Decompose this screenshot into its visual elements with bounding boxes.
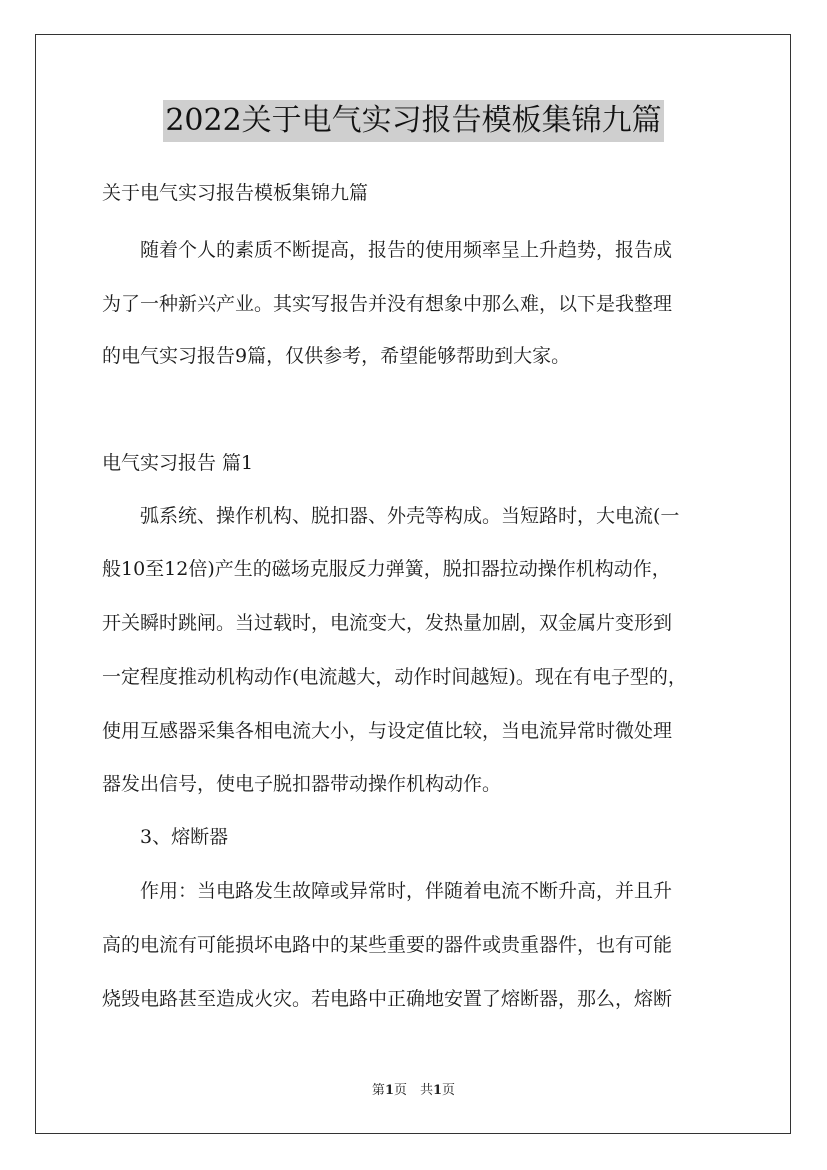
- paragraph-line: 的电气实习报告9篇，仅供参考，希望能够帮助到大家。: [102, 345, 571, 367]
- paragraph-line: 器发出信号，使电子脱扣器带动操作机构动作。: [102, 773, 502, 795]
- paragraph-line: 烧毁电路甚至造成火灾。若电路中正确地安置了熔断器，那么，熔断: [102, 988, 673, 1010]
- page-footer: [0, 1082, 827, 1100]
- footer-mid: 页 共: [393, 1083, 433, 1098]
- section-heading: 电气实习报告 篇1: [102, 452, 254, 474]
- footer-suffix: 页: [442, 1083, 456, 1098]
- paragraph-line: 弧系统、操作机构、脱扣器、外壳等构成。当短路时，大电流(一: [102, 505, 680, 527]
- paragraph-line: 开关瞬时跳闸。当过载时，电流变大，发热量加剧，双金属片变形到: [102, 612, 673, 634]
- paragraph-line: 作用：当电路发生故障或异常时，伴随着电流不断升高，并且升: [102, 880, 673, 902]
- paragraph-line: 一定程度推动机构动作(电流越大，动作时间越短)。现在有电子型的，: [102, 666, 687, 688]
- paragraph-line: 般10至12倍)产生的磁场克服反力弹簧，脱扣器拉动操作机构动作，: [102, 558, 671, 580]
- document-title: 2022关于电气实习报告模板集锦九篇: [163, 100, 663, 142]
- footer-total-pages: 1: [433, 1083, 443, 1098]
- footer-prefix: 第: [371, 1083, 385, 1098]
- paragraph-line: 为了一种新兴产业。其实写报告并没有想象中那么难，以下是我整理: [102, 293, 673, 315]
- title-container: [0, 100, 827, 142]
- footer-page-number: 1: [384, 1083, 394, 1098]
- paragraph-line: 高的电流有可能损坏电路中的某些重要的器件或贵重器件，也有可能: [102, 934, 673, 956]
- paragraph-line: 使用互感器采集各相电流大小，与设定值比较，当电流异常时微处理: [102, 720, 673, 742]
- paragraph-line: 随着个人的素质不断提高，报告的使用频率呈上升趋势，报告成: [102, 239, 673, 261]
- subtitle-line: 关于电气实习报告模板集锦九篇: [102, 182, 369, 204]
- list-item-heading: 3、熔断器: [102, 826, 229, 848]
